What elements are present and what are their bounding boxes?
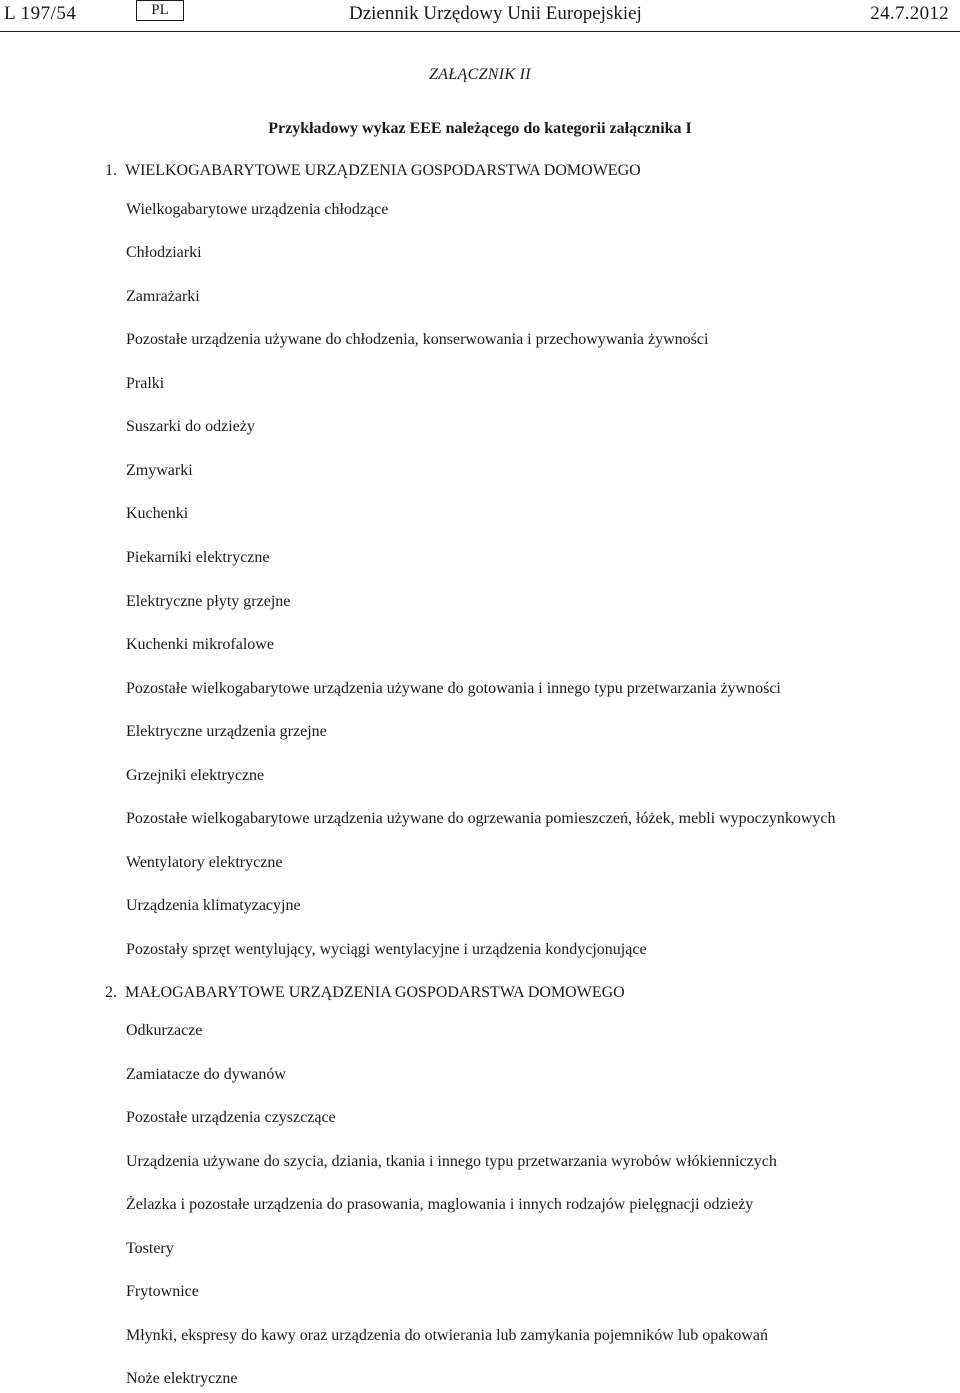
list-item: Pozostałe wielkogabarytowe urządzenia używane do gotowania i innego typu przetwarzania żywności	[126, 680, 781, 697]
language-badge: PL	[136, 0, 184, 21]
section-title: WIELKOGABARYTOWE URZĄDZENIA GOSPODARSTWA DOMOWEGO	[125, 162, 641, 179]
annex-title: ZAŁĄCZNIK II	[429, 66, 531, 83]
list-item: Chłodziarki	[126, 244, 202, 261]
section-heading-2	[105, 984, 625, 1002]
section-title: MAŁOGABARYTOWE URZĄDZENIA GOSPODARSTWA DOMOWEGO	[125, 984, 625, 1001]
publication-date: 24.7.2012	[870, 3, 949, 24]
list-item: Młynki, ekspresy do kawy oraz urządzenia do otwierania lub zamykania pojemników lub opakowań	[126, 1327, 769, 1344]
list-item: Odkurzacze	[126, 1022, 203, 1039]
list-item: Kuchenki mikrofalowe	[126, 636, 274, 653]
list-item: Wentylatory elektryczne	[126, 854, 283, 871]
section-number: 2.	[105, 984, 117, 1001]
list-item: Kuchenki	[126, 505, 189, 522]
list-item: Urządzenia używane do szycia, dziania, tkania i innego typu przetwarzania wyrobów włókienniczych	[126, 1153, 777, 1170]
list-item: Pozostałe urządzenia używane do chłodzenia, konserwowania i przechowywania żywności	[126, 331, 709, 348]
list-item: Zamrażarki	[126, 288, 200, 305]
section-number: 1.	[105, 162, 117, 179]
list-item: Pralki	[126, 375, 165, 392]
list-item: Noże elektryczne	[126, 1370, 238, 1387]
list-item: Żelazka i pozostałe urządzenia do prasowania, maglowania i innych rodzajów pielęgnacji odzieży	[126, 1196, 754, 1213]
list-item: Frytownice	[126, 1283, 199, 1300]
journal-title: Dziennik Urzędowy Unii Europejskiej	[349, 3, 642, 24]
list-item: Grzejniki elektryczne	[126, 767, 265, 784]
list-item: Wielkogabarytowe urządzenia chłodzące	[126, 201, 389, 218]
list-item: Suszarki do odzieży	[126, 418, 255, 435]
annex-subtitle: Przykładowy wykaz EEE należącego do kategorii załącznika I	[268, 120, 692, 137]
list-item: Pozostałe wielkogabarytowe urządzenia używane do ogrzewania pomieszczeń, łóżek, mebli wypoczynkowych	[126, 810, 836, 827]
section-heading-1	[105, 162, 641, 180]
journal-page-code: L 197/54	[4, 3, 77, 24]
list-item: Zamiatacze do dywanów	[126, 1066, 286, 1083]
list-item: Tostery	[126, 1240, 174, 1257]
list-item: Pozostały sprzęt wentylujący, wyciągi wentylacyjne i urządzenia kondycjonujące	[126, 941, 647, 958]
page-header	[0, 0, 960, 34]
list-item: Piekarniki elektryczne	[126, 549, 270, 566]
header-divider	[0, 31, 960, 32]
list-item: Zmywarki	[126, 462, 193, 479]
list-item: Elektryczne płyty grzejne	[126, 593, 291, 610]
list-item: Pozostałe urządzenia czyszczące	[126, 1109, 336, 1126]
list-item: Elektryczne urządzenia grzejne	[126, 723, 327, 740]
list-item: Urządzenia klimatyzacyjne	[126, 897, 301, 914]
